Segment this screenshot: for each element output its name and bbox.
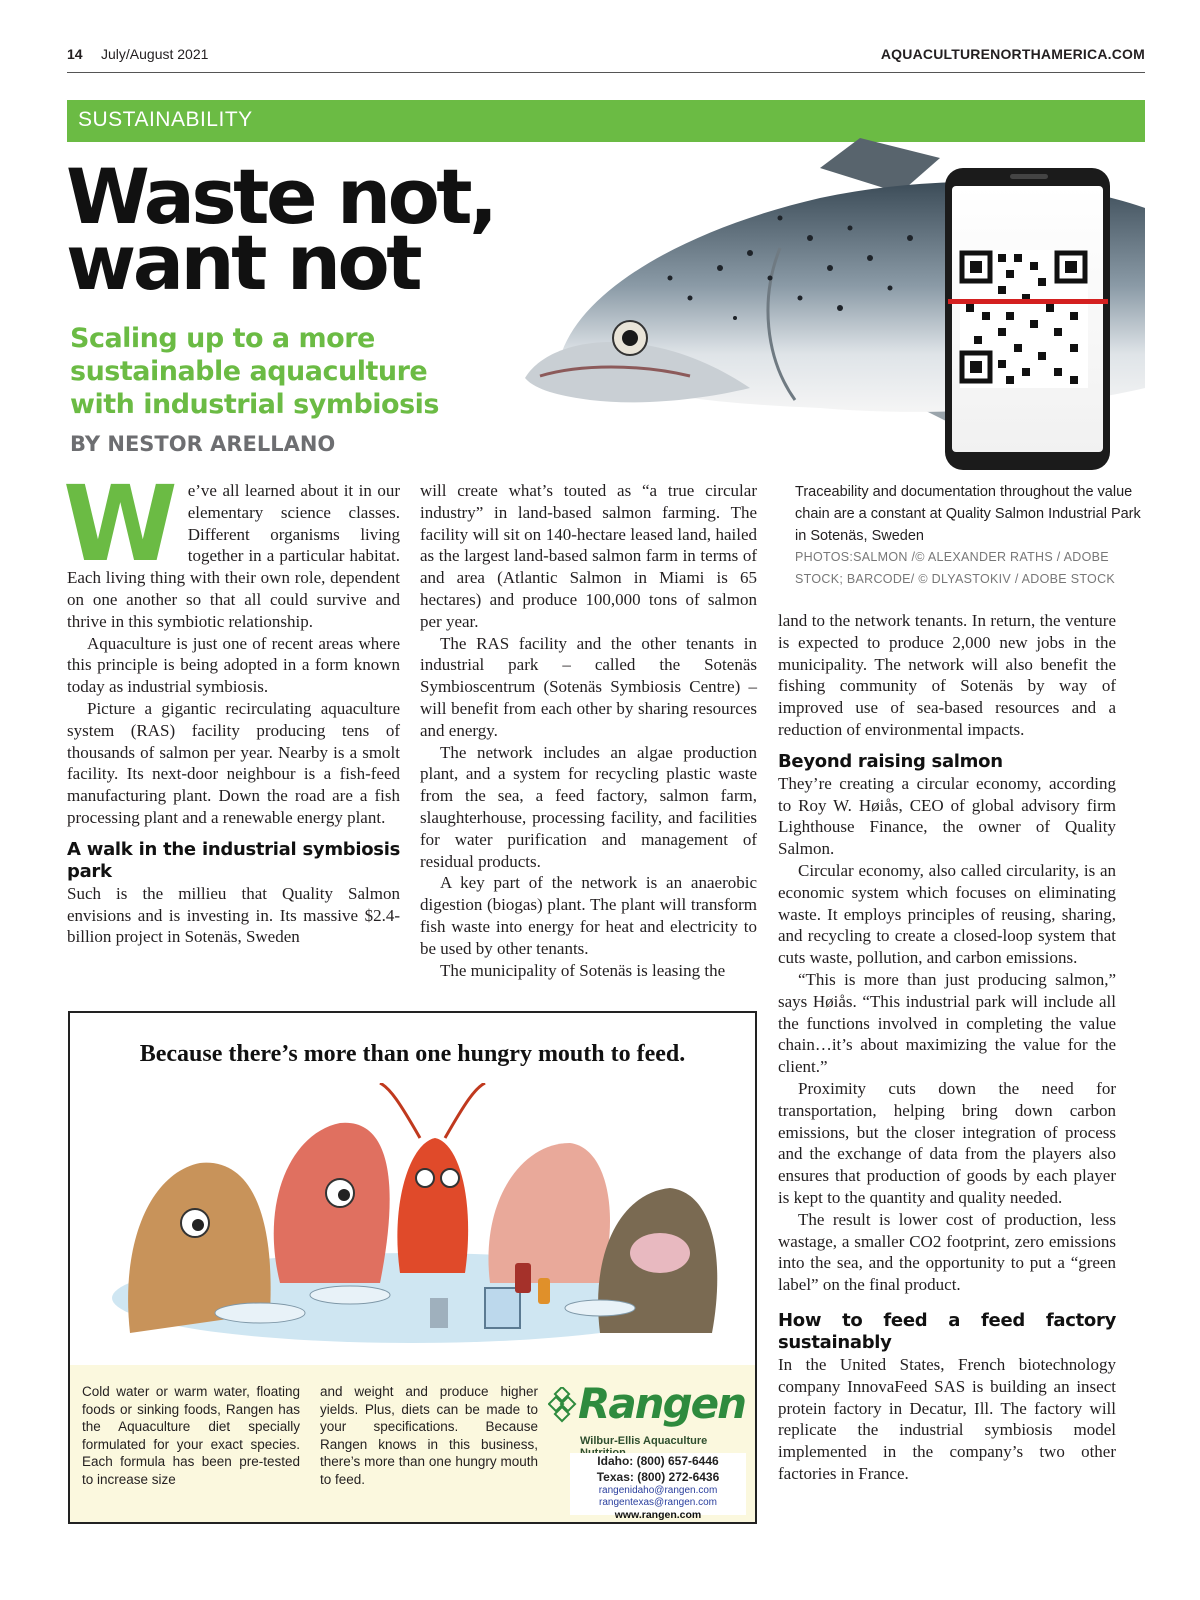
rangen-logo-block xyxy=(548,1373,748,1521)
ad-body-text-2: and weight and produce higher yields. Plus, diets can be made to your specifications. Because Rangen knows in this business, there’s more than one hungry mouth to feed. xyxy=(320,1384,538,1487)
email-idaho[interactable]: rangenidaho@rangen.com xyxy=(598,1485,718,1496)
paragraph: will create what’s touted as “a true circular industry” in land-based salmon farming. The facility will sit on 140-hectare leased land, hailed as the largest land-based salmon farm in terms of and area (Atlantic Salmon in Miami is 65 hectares) and produce 100,000 tons of salmon per year. xyxy=(420,481,757,631)
phone-texas[interactable]: Texas: (800) 272-6436 xyxy=(596,1470,720,1484)
paragraph: The RAS facility and the other tenants in industrial park – called the Sotenäs Symbioscentrum (Sotenäs Symbiosis Centre) – will benefit from each other by sharing resources and energy. xyxy=(420,633,757,740)
section-label: SUSTAINABILITY xyxy=(78,108,253,131)
salmon-fillet-icon xyxy=(488,1143,610,1283)
issue-date: July/August 2021 xyxy=(101,46,209,62)
deck: Scaling up to a more sustainable aquaculture with industrial symbiosis xyxy=(70,323,440,420)
paragraph: Picture a gigantic recirculating aquaculture system (RAS) facility producing tens of thousands of salmon per year. Nearby is a smolt facility. Its next-door neighbour is a fish-feed manufacturing plant. Down the road are a fish processing plant and a renewable energy plant. xyxy=(67,698,400,827)
paragraph: The result is lower cost of production, less wastage, a smaller CO2 footprint, zero emissions into the sea, and the opportunity to put a “green label” on the final product. xyxy=(778,1209,1116,1295)
subhead: Beyond raising salmon xyxy=(778,750,1003,772)
page-number: 14 xyxy=(67,46,83,62)
subhead: A walk in the industrial symbiosis park xyxy=(67,838,400,882)
contact-box xyxy=(570,1453,746,1521)
paragraph: Aquaculture is just one of recent areas where this principle is being adopted in a form known today as industrial symbiosis. xyxy=(67,633,400,697)
page-header xyxy=(67,44,1145,73)
email-texas[interactable]: rangentexas@rangen.com xyxy=(599,1497,717,1508)
rangen-logo: Rangen xyxy=(578,1379,746,1428)
rangen-advertisement[interactable] xyxy=(68,1011,757,1524)
article-column-3 xyxy=(778,610,1116,1485)
article-column-2 xyxy=(420,480,757,981)
shrimp-icon xyxy=(397,1138,468,1273)
paragraph: They’re creating a circular economy, according to Roy W. Høiås, CEO of global advisory firm Lighthouse Finance, the owner of Quality Salmon. xyxy=(778,773,1116,859)
article-column-1 xyxy=(63,463,400,948)
paragraph: land to the network tenants. In return, the venture is expected to produce 2,000 new jobs in the municipality. The network will also benefit the fishing community of Sotenäs by way of improved use of sea-based resources and a reduction of environmental impacts. xyxy=(778,611,1116,739)
paragraph: “This is more than just producing salmon,” says Høiås. “This industrial park will include all the functions involved in completing the value chain…it’s about maximizing the value for the client.” xyxy=(778,969,1116,1077)
paragraph: In the United States, French biotechnology company InnovaFeed SAS is building an insect protein factory in Decatur, Ill. The factory will replicate the industrial symbiosis model implemented in the company’s two other factories in France. xyxy=(778,1354,1116,1483)
photo-caption: Traceability and documentation throughout the value chain are a constant at Quality Salmon Industrial Park in Sotenäs, Sweden xyxy=(795,484,1141,544)
byline: BY NESTOR ARELLANO xyxy=(70,432,336,456)
paragraph: The municipality of Sotenäs is leasing the xyxy=(440,960,726,980)
paragraph: Such is the millieu that Quality Salmon envisions and is investing in. Its massive $2.4-billion project in Sotenäs, Sweden xyxy=(67,883,400,947)
photo-credit: PHOTOS:SALMON /© ALEXANDER RATHS / ADOBE STOCK; BARCODE/ © DLYASTOKIV / ADOBE STOCK xyxy=(795,550,1116,586)
phone-idaho[interactable]: Idaho: (800) 657-6446 xyxy=(597,1454,719,1468)
paragraph: Circular economy, also called circularity, is an economic system which focuses on eliminating waste. It employs principles of reusing, sharing, and recycling to create a closed-loop system that cuts waste, pollution, and carbon emissions. xyxy=(778,860,1116,968)
headline-line-2: want not xyxy=(66,218,420,307)
rangen-tagline: Wilbur-Ellis Aquaculture xyxy=(580,1435,708,1447)
headline-line-1: Waste not, xyxy=(66,152,495,241)
salmon-phone-photo xyxy=(520,138,1145,483)
ad-headline: Because there’s more than one hungry mouth to feed. xyxy=(139,1041,686,1067)
headline xyxy=(66,152,566,307)
drop-cap: W xyxy=(63,463,178,585)
section-banner xyxy=(67,100,1145,142)
rangen-diamond-icon xyxy=(548,1387,578,1423)
paragraph: The network includes an algae production plant, and a system for recycling plastic waste from the sea, a feed factory, salmon farm, slaughterhouse, processing facility, and facilities for water purification and management of residual products. xyxy=(420,742,757,871)
qr-code xyxy=(948,250,1108,388)
ad-footer xyxy=(70,1365,755,1522)
site-url[interactable]: AQUACULTURENORTHAMERICA.COM xyxy=(880,46,1145,62)
website-link[interactable]: www.rangen.com xyxy=(614,1509,702,1521)
scan-line xyxy=(948,299,1108,304)
paragraph: Proximity cuts down the need for transportation, helping bring down carbon emissions, but the closer integration of process and the exchange of data from the players also ensures that production of goods by each player is kept to the quantity and quality needed. xyxy=(778,1078,1116,1207)
ad-illustration-fish-dinner xyxy=(100,1083,725,1365)
paragraph: We’ve all learned about it in our elementary science classes. Different organisms living together in a particular habitat. Each living thing with their own role, dependent on one another so that all could survive and thrive in this symbiotic relationship. xyxy=(63,463,400,631)
ad-body-text-1: Cold water or warm water, floating foods or sinking foods, Rangen has the Aquaculture diet specially formulated for your exact species. Each formula has been pre-tested to increase size xyxy=(82,1384,300,1487)
paragraph: A key part of the network is an anaerobic digestion (biogas) plant. The plant will transform fish waste into energy for heat and electricity to be used by other tenants. xyxy=(420,873,757,958)
subhead: How to feed a feed factory sustainably xyxy=(778,1309,1116,1353)
